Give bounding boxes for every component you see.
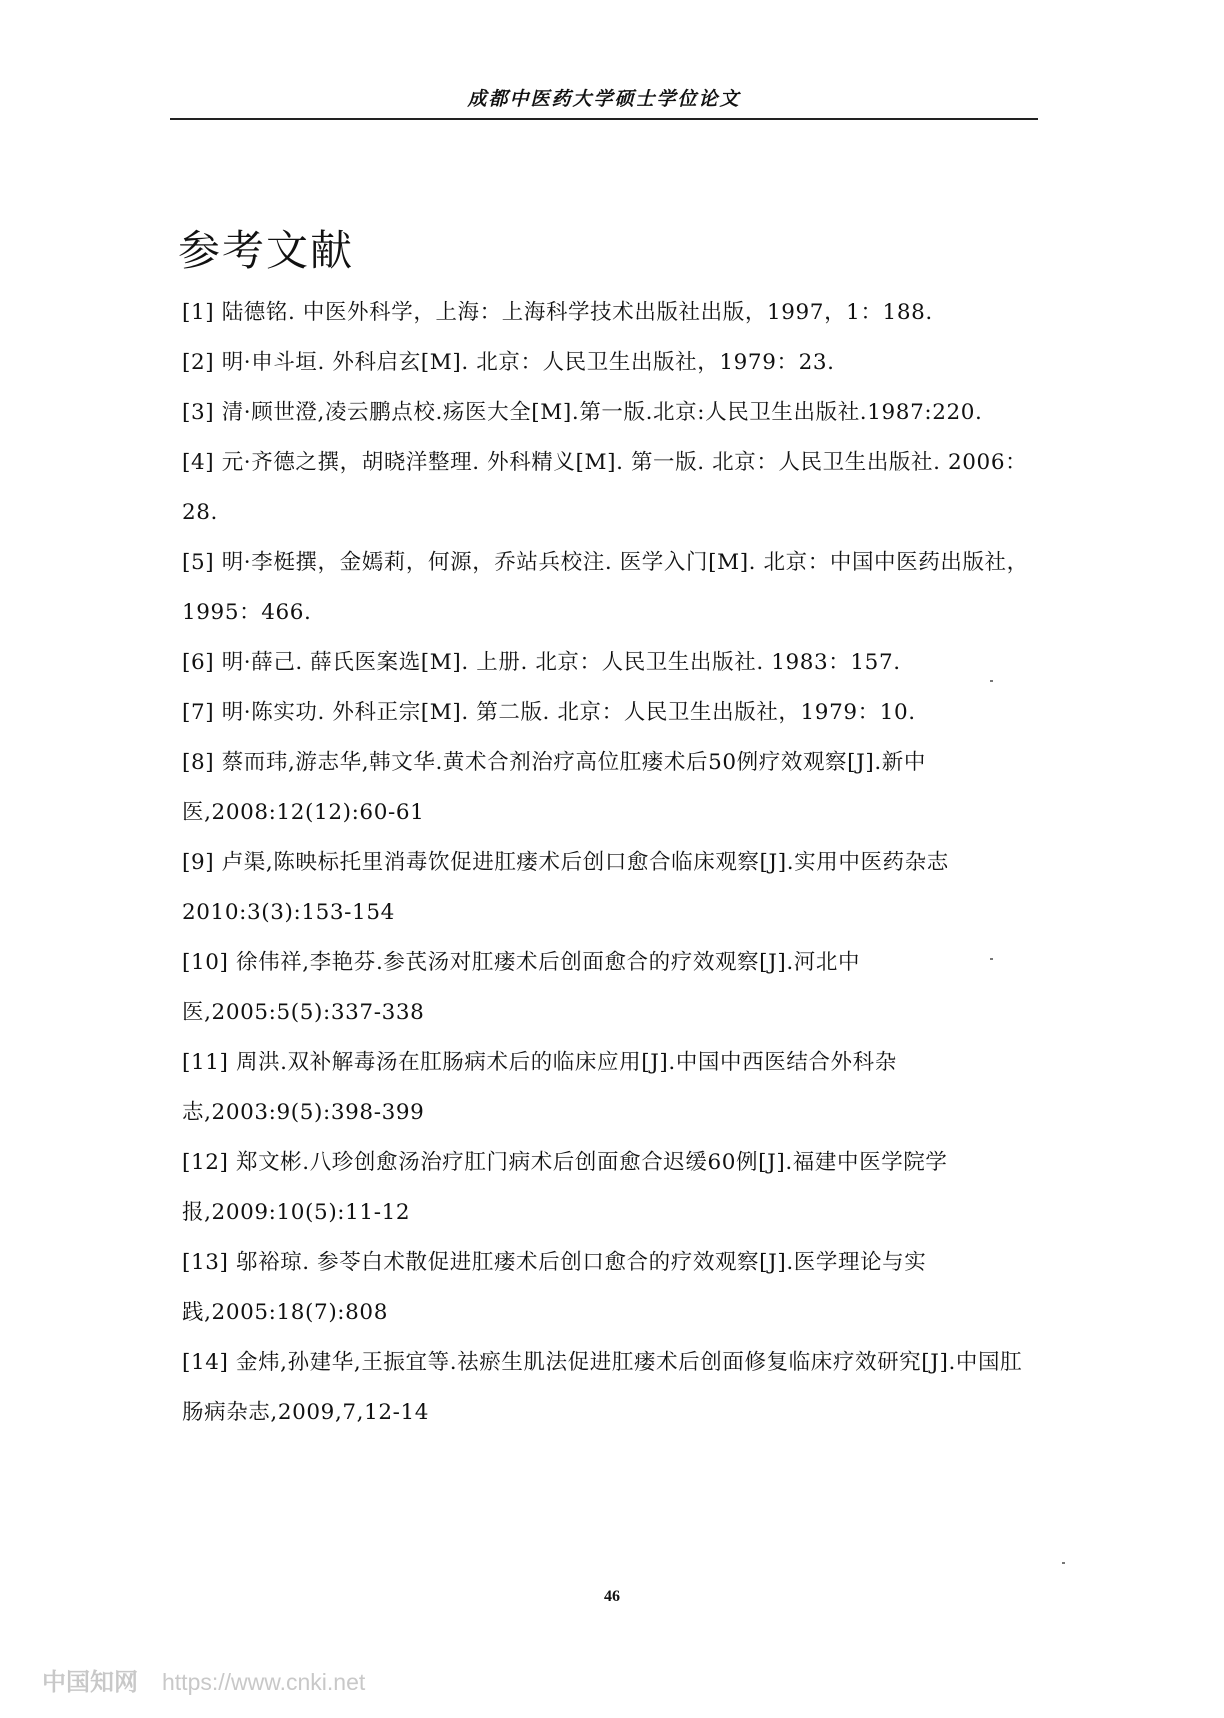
reference-item: [13] 邬裕琼. 参苓白术散促进肛瘘术后创口愈合的疗效观察[J].医学理论与实践,2005:18(7):808 [182,1250,927,1325]
reference-item: [11] 周洪.双补解毒汤在肛肠病术后的临床应用[J].中国中西医结合外科杂志,2003:9(5):398-399 [182,1050,897,1125]
scan-speck [990,958,993,960]
reference-item: [12] 郑文彬.八珍创愈汤治疗肛门病术后创面愈合迟缓60例[J].福建中医学院学报,2009:10(5):11-12 [182,1150,948,1225]
reference-item: [5] 明·李梃撰，金嫣莉，何源，乔站兵校注. 医学入门[M]. 北京：中国中医药出版社，1995：466. [182,550,1029,625]
reference-item: [6] 明·薛己. 薛氏医案选[M]. 上册. 北京：人民卫生出版社. 1983：157. [182,650,901,675]
scan-speck [1062,1562,1065,1564]
cnki-watermark [42,1662,365,1697]
reference-item: [2] 明·申斗垣. 外科启玄[M]. 北京：人民卫生出版社，1979：23. [182,350,835,375]
page-title: 参考文献 [178,226,355,275]
reference-item: [1] 陆德铭. 中医外科学，上海：上海科学技术出版社出版，1997，1：188. [182,300,933,325]
reference-item: [3] 清·顾世澄,凌云鹏点校.疡医大全[M].第一版.北京:人民卫生出版社.1987:220. [182,400,983,425]
scan-speck [990,680,993,682]
reference-item: [8] 蔡而玮,游志华,韩文华.黄术合剂治疗高位肛瘘术后50例疗效观察[J].新中医,2008:12(12):60-61 [182,750,926,825]
reference-item: [4] 元·齐德之撰，胡晓洋整理. 外科精义[M]. 第一版. 北京：人民卫生出版社. 2006：28. [182,450,1028,525]
reference-item: [7] 明·陈实功. 外科正宗[M]. 第二版. 北京：人民卫生出版社，1979：10. [182,700,916,725]
running-header: 成都中医药大学硕士学位论文 [467,88,741,110]
header-rule [170,118,1038,120]
reference-item: [14] 金炜,孙建华,王振宜等.祛瘀生肌法促进肛瘘术后创面修复临床疗效研究[J].中国肛肠病杂志,2009,7,12-14 [182,1350,1023,1425]
reference-item: [9] 卢渠,陈映标托里消毒饮促进肛瘘术后创口愈合临床观察[J].实用中医药杂志 2010:3(3):153-154 [182,850,949,925]
watermark-brand: 中国知网 [42,1669,138,1696]
page-number: 46 [604,1588,620,1605]
reference-list [182,288,1034,1438]
watermark-url: https://www.cnki.net [162,1669,366,1695]
reference-item: [10] 徐伟祥,李艳芬.参芪汤对肛瘘术后创面愈合的疗效观察[J].河北中医,2005:5(5):337-338 [182,950,861,1025]
